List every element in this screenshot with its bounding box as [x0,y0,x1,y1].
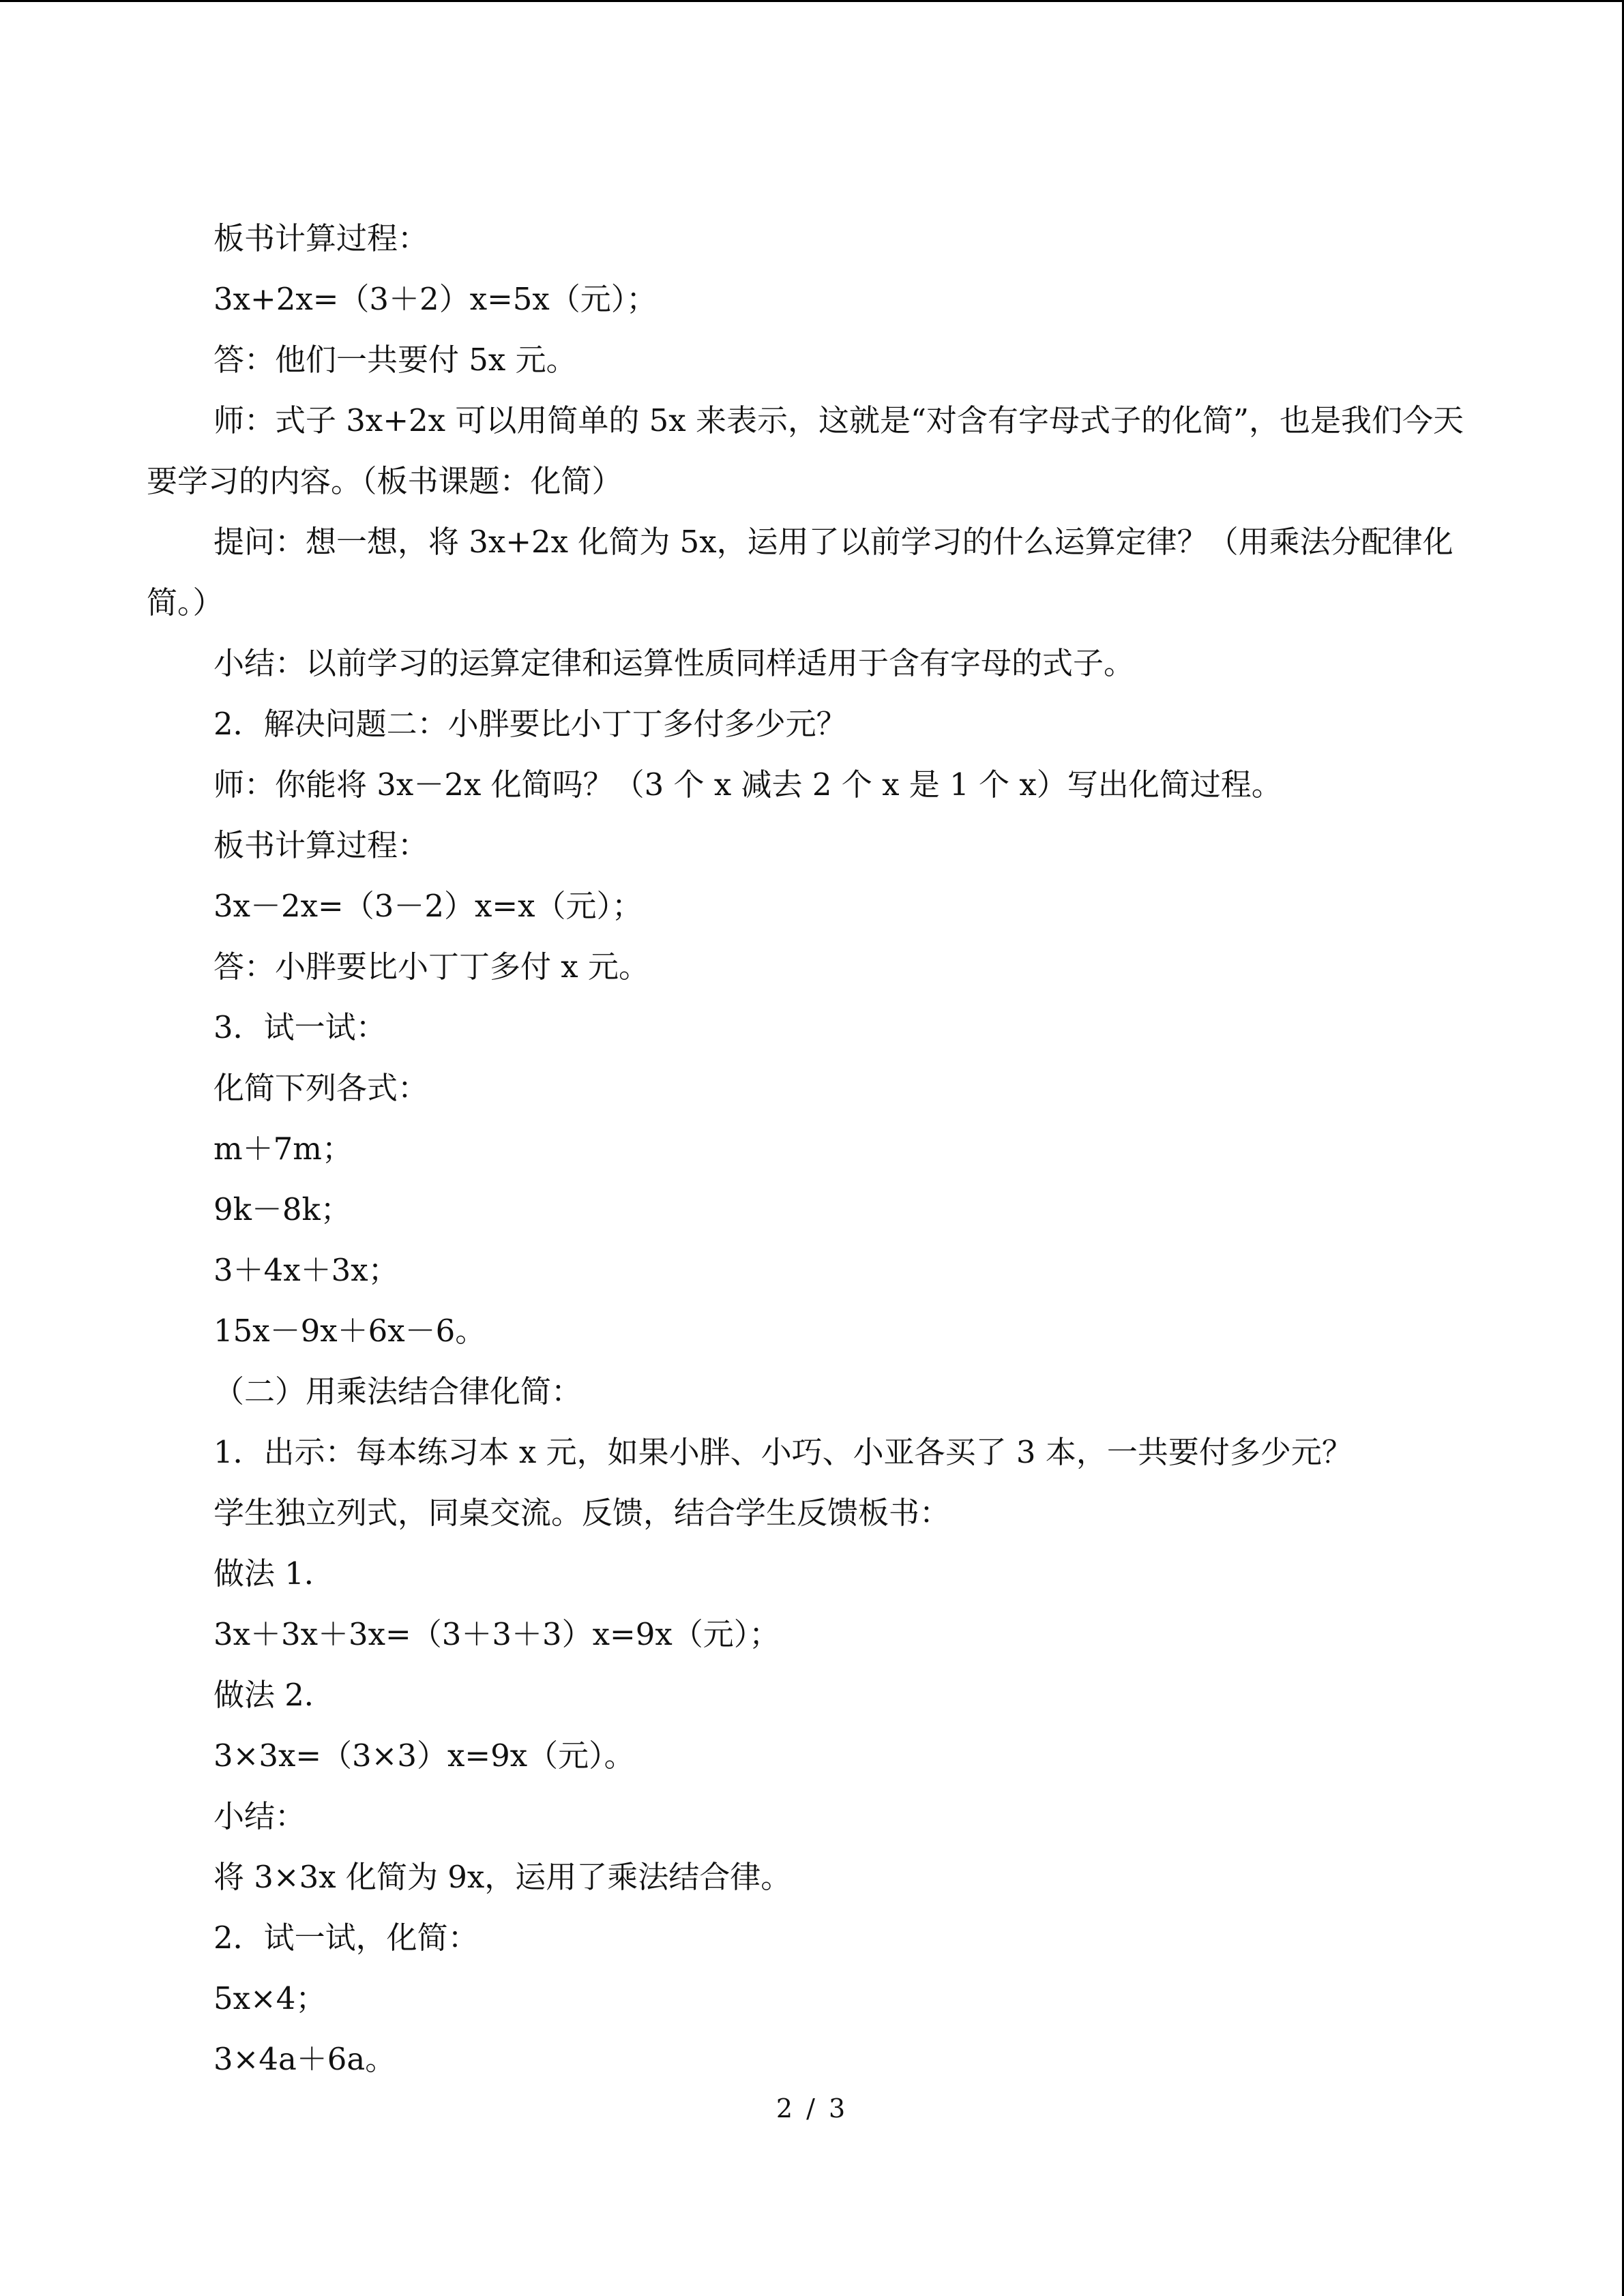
paragraph: 将 3×3x 化简为 9x，运用了乘法结合律。 [213,1859,792,1895]
paragraph: 答：他们一共要付 5x 元。 [213,342,577,378]
paragraph: m＋7m； [213,1131,353,1167]
paragraph: 5x×4； [213,1980,327,2016]
paragraph: 板书计算过程： [213,220,429,256]
paragraph: 师：你能将 3x－2x 化简吗？（3 个 x 减去 2 个 x 是 1 个 x）写出化简过程。 [213,766,1282,803]
paragraph: 做法 1． [213,1555,335,1592]
paragraph: （二）用乘法结合律化简： [213,1373,582,1410]
paragraph: 提问：想一想，将 3x+2x 化简为 5x，运用了以前学习的什么运算定律？（用乘法分配律化简。） [147,524,1453,621]
page-number: 2 / 3 [776,2093,848,2123]
paragraph: 3×3x=（3×3）x=9x（元）。 [213,1738,635,1774]
paragraph: 3x＋3x＋3x=（3＋3＋3）x=9x（元）； [213,1616,780,1652]
paragraph: 2．解决问题二：小胖要比小丁丁多付多少元？ [213,706,847,742]
paragraph: 师：式子 3x+2x 可以用简单的 5x 来表示，这就是“对含有字母式子的化简”，也是我们今天要学习的内容。（板书课题：化简） [147,402,1464,499]
paragraph: 小结：以前学习的运算定律和运算性质同样适用于含有字母的式子。 [213,645,1135,681]
paragraph: 3＋4x＋3x； [213,1252,399,1288]
paragraph: 2．试一试，化简： [213,1920,479,1956]
paragraph: 15x－9x＋6x－6。 [213,1313,486,1349]
paragraph: 1．出示：每本练习本 x 元，如果小胖、小巧、小亚各买了 3 本，一共要付多少元？ [213,1434,1353,1470]
paragraph: 3×4a＋6a。 [213,2041,396,2077]
paragraph: 做法 2． [213,1677,335,1713]
paragraph: 3x－2x=（3－2）x=x（元）； [213,888,643,924]
paragraph: 化简下列各式： [213,1070,429,1106]
paragraph: 板书计算过程： [213,827,429,863]
paragraph: 学生独立列式，同桌交流。反馈，结合学生反馈板书： [213,1495,951,1531]
document-body [147,208,1483,2089]
paragraph: 小结： [213,1798,306,1834]
paragraph: 3x+2x=（3＋2）x=5x（元）； [213,281,658,317]
paragraph: 9k－8k； [213,1191,351,1227]
paragraph: 答：小胖要比小丁丁多付 x 元。 [213,949,649,985]
paragraph: 3．试一试： [213,1009,387,1045]
